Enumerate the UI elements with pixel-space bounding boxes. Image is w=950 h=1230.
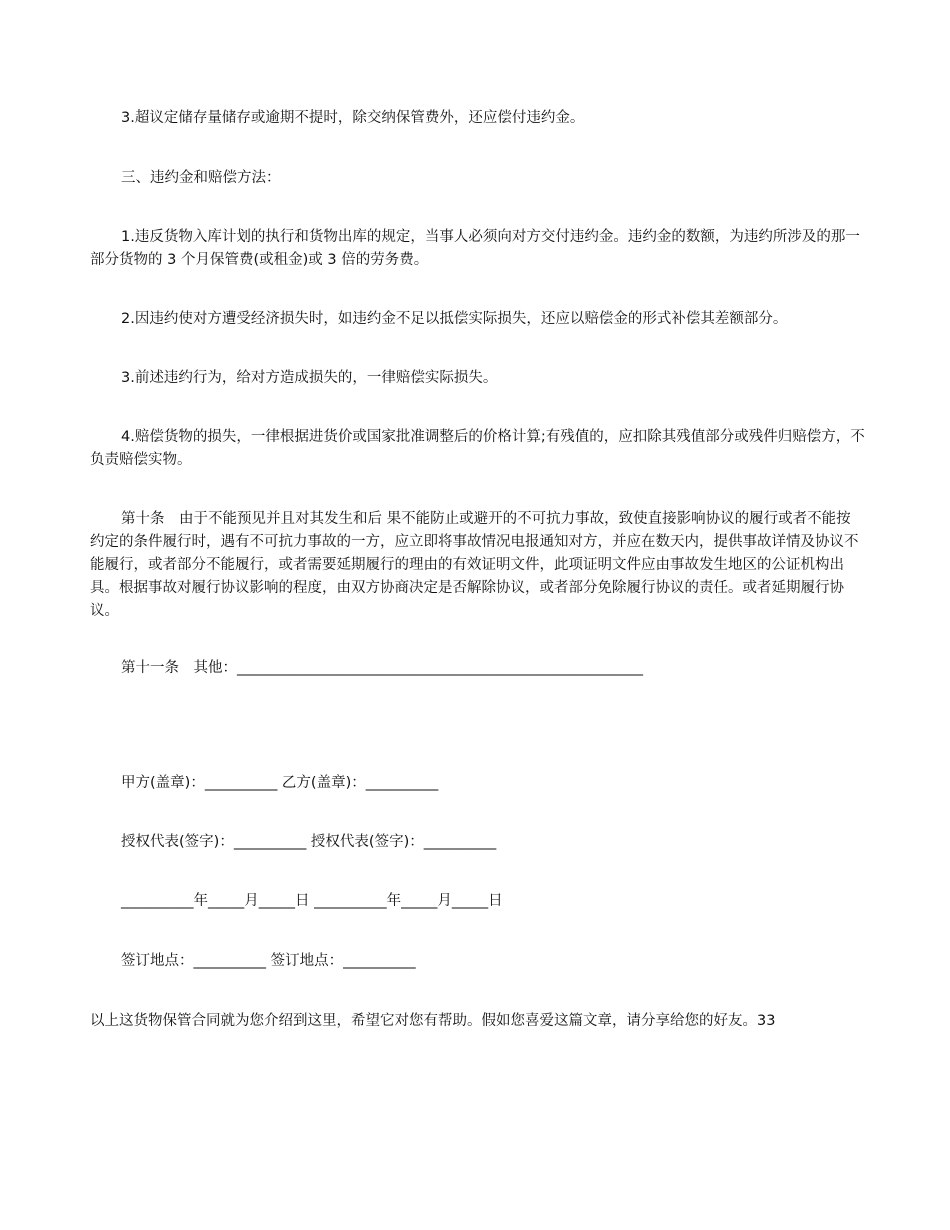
signature-locations: 签订地点：__________ 签订地点：__________ (121, 953, 416, 969)
clause-3-overstorage: 3.超议定储存量储存或逾期不提时，除交纳保管费外，还应偿付违约金。 (121, 110, 585, 126)
clause-2-compensation: 2.因违约使对方遭受经济损失时，如违约金不足以抵偿实际损失，还应以赔偿金的形式补偿其差额部分。 (121, 311, 788, 327)
section-heading-penalty: 三、违约金和赔偿方法： (121, 170, 281, 186)
clause-3-actual-loss: 3.前述违约行为，给对方造成损失的，一律赔偿实际损失。 (121, 370, 498, 386)
footer-note: 以上这货物保管合同就为您介绍到这里，希望它对您有帮助。假如您喜爱这篇文章，请分享给您的好友。33 (90, 1013, 776, 1029)
clause-1-penalty: 1.违反货物入库计划的执行和货物出库的规定，当事人必须向对方交付违约金。违约金的数额，为违约所涉及的那一部分货物的 3 个月保管费(或租金)或 3 倍的劳务费。 (90, 229, 860, 268)
clause-4-goods-loss: 4.赔偿货物的损失，一律根据进货价或国家批准调整后的价格计算;有残值的，应扣除其残值部分或残件归赔偿方，不负责赔偿实物。 (90, 429, 865, 468)
article-10-force-majeure: 第十条 由于不能预见并且对其发生和后 果不能防止或避开的不可抗力事故，致使直接影响协议的履行或者不能按约定的条件履行时，遇有不可抗力事故的一方，应立即将事故情况电报通知对方，并应在数天内，提供事故详情及协议不能履行，或者部分不能履行，或者需要延期履行的理由的有效证明文件，此项证明文件应由事故发生地区的公证机构出具。根据事故对履行协议影响的程度，由双方协商决定是否解除协议，或者部分免除履行协议的责任。或者延期履行协议。 (90, 511, 859, 619)
signature-party-seals: 甲方(盖章)：__________ 乙方(盖章)：__________ (121, 775, 439, 791)
signature-representatives: 授权代表(签字)：__________ 授权代表(签字)：__________ (121, 834, 497, 850)
signature-dates: __________年_____月_____日 __________年_____月_____日 (121, 893, 503, 909)
article-11-other: 第十一条 其他：________________________________________________________ (121, 660, 643, 676)
